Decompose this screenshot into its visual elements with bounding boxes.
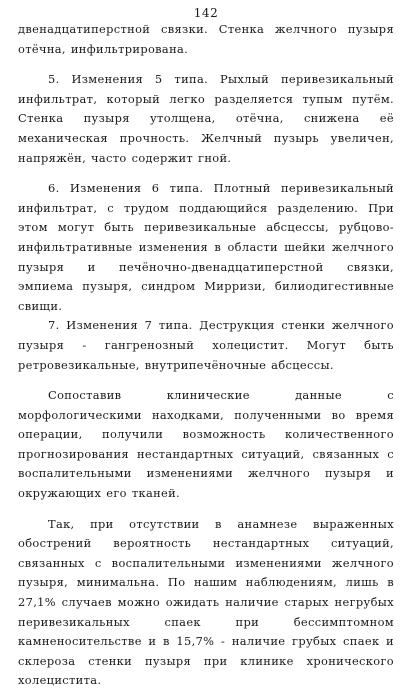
body-text [18, 20, 394, 691]
paragraph-conclusion: Так, при отсутствии в анамнезе выраженных обострений вероятность нестандартных ситуаций, связанных с воспалительными изменениями желчного пузыря, минимальна. По нашим наблюдениям, лишь в 27,1% случаев можно ожидать наличие старых негрубых перивезикальных спаек при бессимптомном камненосительстве и в 15,7% - наличие грубых спаек и склероза стенки пузыря при клинике хронического холецистита. [18, 516, 394, 688]
paragraph-continuation: двенадцатиперстной связки. Стенка желчного пузыря отёчна, инфильтрирована. [18, 22, 394, 56]
paragraph-gap [18, 504, 394, 515]
paragraph-comparison: Сопоставив клинические данные с морфологическими находками, полученными во время операции, получили возможность количественного прогнозирования нестандартных ситуаций, связанных с воспалительными изменениями желчного пузыря и окружающих его тканей. [18, 388, 394, 501]
page-number: 142 [193, 6, 219, 20]
paragraph-gap [18, 375, 394, 386]
paragraph-type-5: 5. Изменения 5 типа. Рыхлый перивезикальный инфильтрат, который легко разделяется тупым путём. Стенка пузыря утолщена, отёчна, снижена её механическая прочность. Желчный пузырь увеличен, напряжён, часто содержит гной. [18, 72, 394, 165]
paragraph-type-7: 7. Изменения 7 типа. Деструкция стенки желчного пузыря - гангренозный холецистит. Могут быть ретровезикальные, внутрипечёночные абсцессы. [18, 318, 394, 372]
paragraph-gap [18, 59, 394, 70]
paragraph-gap [18, 168, 394, 179]
paragraph-type-6: 6. Изменения 6 типа. Плотный перивезикальный инфильтрат, с трудом поддающийся разделению. При этом могут быть перивезикальные абсцессы, рубцово-инфильтративные изменения в области шейки желчного пузыря и печёночно-двенадцатиперстной связки, эмпиема пузыря, синдром Мирризи, билиодигестивные свищи. [18, 181, 394, 313]
